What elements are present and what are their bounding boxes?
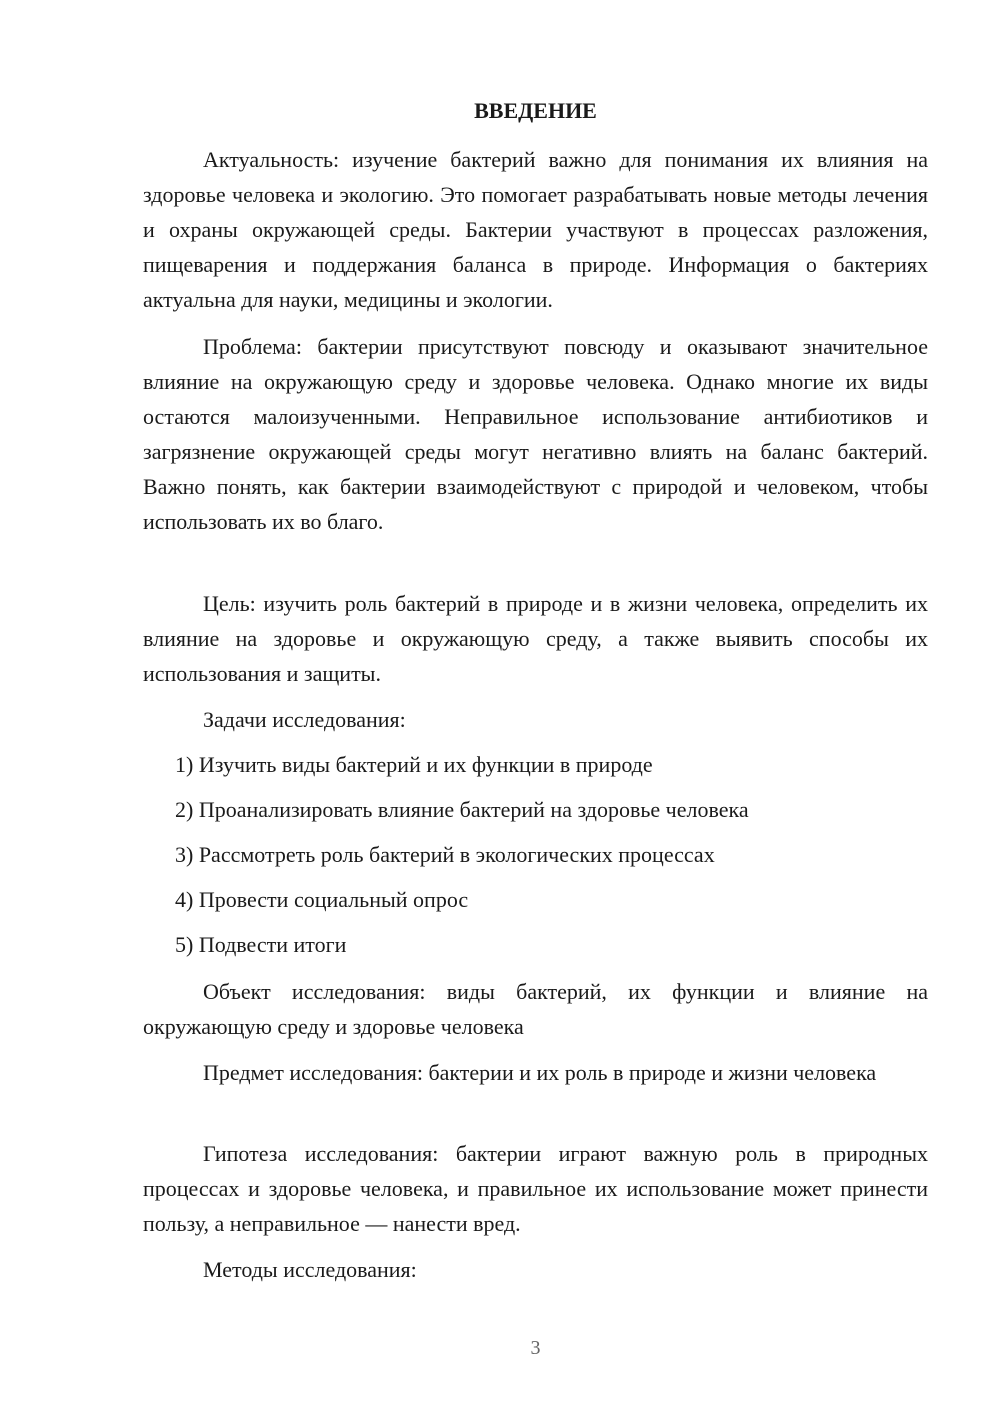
methods-heading: Методы исследования:: [203, 1257, 417, 1282]
problem-paragraph: Проблема: бактерии присутствуют повсюду и оказывают значительное влияние на окружающую среду и здоровье человека. Однако многие их виды остаются малоизученными. Неправильное использование антибиотиков и загрязнение окружающей среды могут негативно влиять на баланс бактерий. Важно понять, как бактерии взаимодействуют с природой и человеком, чтобы использовать их во благо.: [143, 334, 928, 534]
task-item: 1) Изучить виды бактерий и их функции в природе: [175, 752, 653, 777]
task-item: 5) Подвести итоги: [175, 932, 347, 957]
task-item: 4) Провести социальный опрос: [175, 887, 469, 912]
relevance-paragraph: Актуальность: изучение бактерий важно для понимания их влияния на здоровье человека и экологию. Это помогает разрабатывать новые методы лечения и охраны окружающей среды. Бактерии участвуют в процессах разложения, пищеварения и поддержания баланса в природе. Информация о бактериях актуальна для науки, медицины и экологии.: [143, 147, 928, 312]
subject-paragraph: Предмет исследования: бактерии и их роль в природе и жизни человека: [203, 1060, 877, 1085]
page-number: 3: [530, 1337, 541, 1359]
hypothesis-paragraph: Гипотеза исследования: бактерии играют важную роль в природных процессах и здоровье человека, и правильное их использование может принести пользу, а неправильное — нанести вред.: [143, 1141, 928, 1236]
task-item: 3) Рассмотреть роль бактерий в экологических процессах: [175, 842, 715, 867]
document-page: [143, 0, 928, 1414]
tasks-heading: Задачи исследования:: [203, 707, 406, 732]
section-title: ВВЕДЕНИЕ: [474, 98, 597, 123]
task-item: 2) Проанализировать влияние бактерий на здоровье человека: [175, 797, 749, 822]
object-paragraph: Объект исследования: виды бактерий, их функции и влияние на окружающую среду и здоровье человека: [143, 979, 928, 1039]
goal-paragraph: Цель: изучить роль бактерий в природе и в жизни человека, определить их влияние на здоровье и окружающую среду, а также выявить способы их использования и защиты.: [143, 591, 928, 686]
